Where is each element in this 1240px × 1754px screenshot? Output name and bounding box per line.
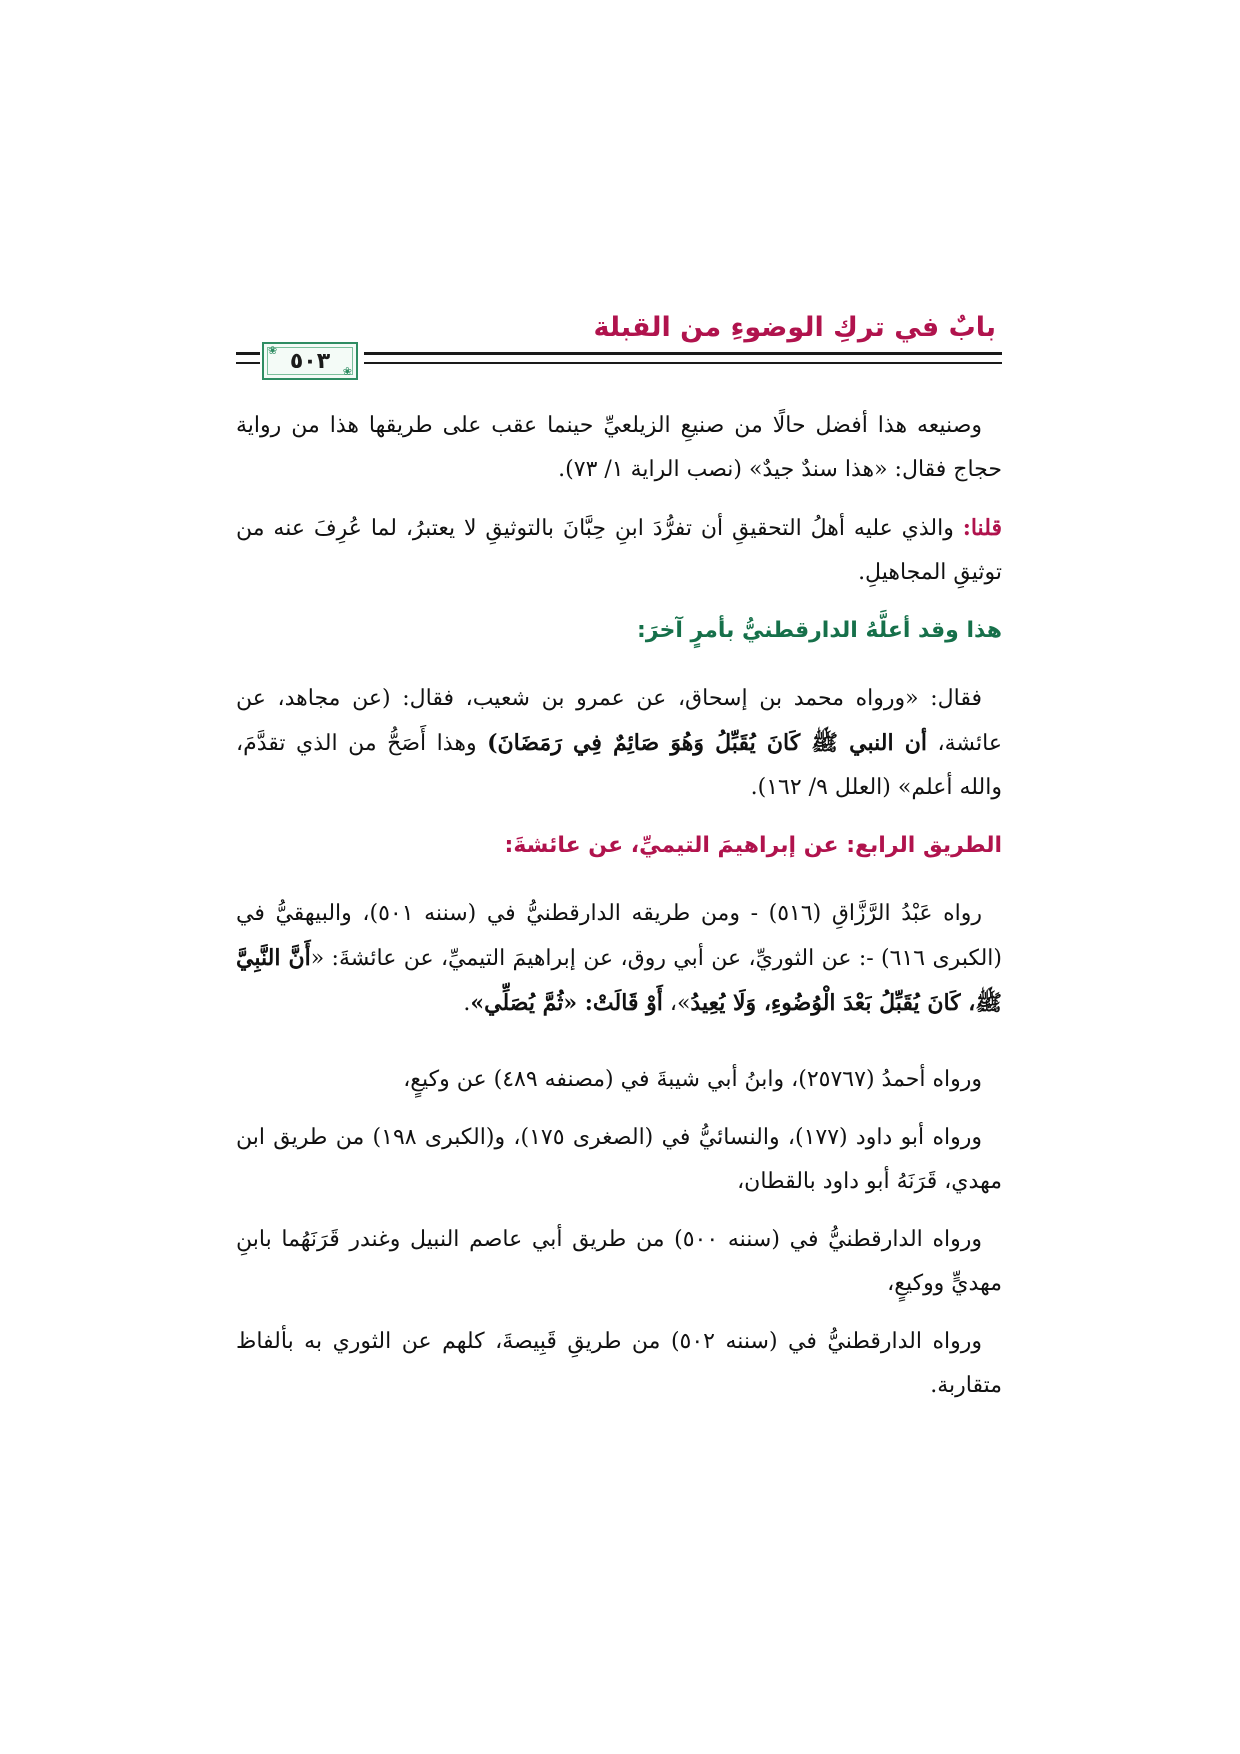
header-rule-right-top — [364, 352, 1002, 355]
paragraph-3 — [236, 677, 1002, 810]
page-number-frame — [262, 342, 358, 380]
ornament-icon: ❀ — [342, 365, 352, 378]
paragraph-text: رواه عَبْدُ الرَّزَّاقِ (٥١٦) - ومن طريقه الدارقطنيُّ في (سننه ٥٠١)، والبيهقيُّ في (الكبرى ٦١٦) -: عن الثوريِّ، عن أبي روق، عن إبراهيمَ التيميِّ، عن عائشةَ: « — [236, 901, 1003, 971]
paragraph-text: وصنيعه هذا أفضل حالًا من صنيعِ الزيلعيِّ حينما عقب على طريقها هذا من رواية حجاج فقال: «هذا سندٌ جيدٌ» (نصب الراية ١/ ٧٣). — [236, 413, 1002, 482]
header-rule-left-top — [236, 352, 260, 355]
paragraph-2 — [236, 506, 1002, 595]
paragraph-1 — [236, 404, 1002, 492]
paragraph-text: ورواه الدارقطنيُّ في (سننه ٥٠٠) من طريق أبي عاصم النبيل وغندر قَرَنَهُما بابنِ مهديٍّ ووكيعٍ، — [236, 1227, 1002, 1296]
hadith-text: أَنَّ النَّبِيَّ ﷺ، كَانَ يُقَبِّلُ بَعْدَ الْوُضُوءِ، وَلَا يُعِيدُ — [236, 945, 1002, 1016]
paragraph-text: وهذا أَصَحُّ من الذي تقدَّمَ، والله أعلم» (العلل ٩/ ١٦٢). — [236, 731, 1002, 800]
lead-word: قلنا: — [962, 515, 1002, 541]
paragraph-8 — [236, 1320, 1002, 1408]
paragraph-text: . — [463, 991, 471, 1016]
page-number: ٥٠٣ — [289, 348, 331, 374]
hadith-text: أن النبي ﷺ كَانَ يُقَبِّلُ وَهُوَ صَائِمٌ فِي رَمَضَانَ) — [487, 730, 928, 756]
chapter-title: بابٌ في تركِ الوضوءِ من القبلة — [593, 312, 996, 343]
paragraph-text: فقال: «ورواه محمد بن إسحاق، عن عمرو بن شعيب، فقال: (عن مجاهد، عن عائشة، — [236, 686, 1003, 756]
header-rule-right-bottom — [364, 362, 1002, 364]
paragraph-7 — [236, 1218, 1002, 1306]
paragraph-text: ورواه الدارقطنيُّ في (سننه ٥٠٢) من طريقِ قَبِيصةَ، كلهم عن الثوري به بألفاظ متقاربة. — [236, 1329, 1002, 1398]
paragraph-6 — [236, 1116, 1002, 1204]
paragraph-text: ورواه أحمدُ (٢٥٧٦٧)، وابنُ أبي شيبةَ في (مصنفه ٤٨٩) عن وكيعٍ، — [403, 1067, 982, 1092]
paragraph-text: »، — [662, 991, 691, 1016]
section-heading-daraqutni: هذا وقد أعلَّهُ الدارقطنيُّ بأمرٍ آخرَ: — [637, 618, 1002, 643]
hadith-text: أَوْ قَالَتْ: «ثُمَّ يُصَلِّي» — [470, 990, 663, 1016]
paragraph-text: والذي عليه أهلُ التحقيقِ أن تفرُّدَ ابنِ حِبَّانَ بالتوثيقِ لا يعتبرُ، لما عُرِفَ عنه من توثيقِ المجاهيلِ. — [236, 516, 1002, 585]
paragraph-5 — [236, 1058, 1002, 1102]
paragraph-text: ورواه أبو داود (١٧٧)، والنسائيُّ في (الصغرى ١٧٥)، و(الكبرى ١٩٨) من طريق ابن مهدي، قَرَنَهُ أبو داود بالقطان، — [236, 1125, 1002, 1194]
spacer — [236, 1040, 1002, 1058]
page-body — [236, 404, 1002, 1422]
paragraph-4 — [236, 892, 1002, 1026]
section-heading-fourth-route: الطريق الرابع: عن إبراهيمَ التيميِّ، عن عائشةَ: — [504, 833, 1002, 858]
header-rule-left-bottom — [236, 362, 260, 364]
